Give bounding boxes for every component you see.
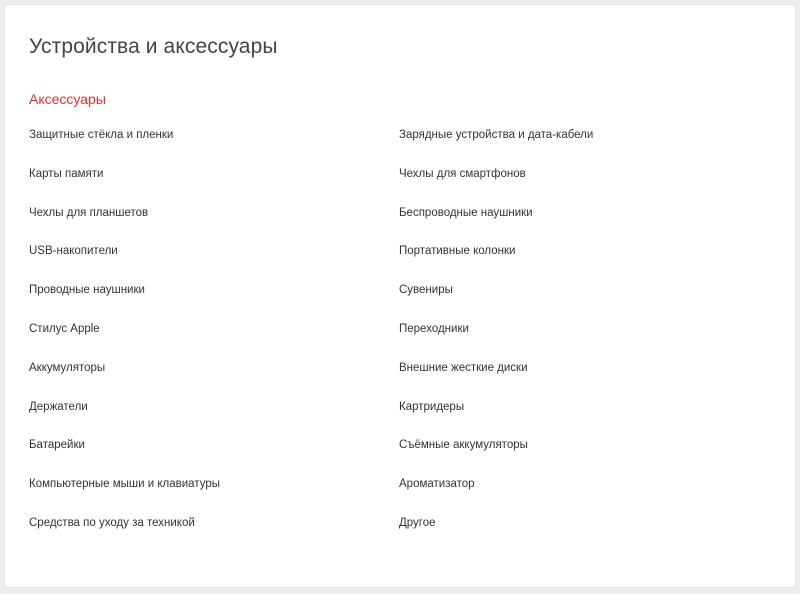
category-link[interactable]: Стилус Apple bbox=[29, 322, 100, 335]
category-link[interactable]: Картридеры bbox=[399, 400, 465, 413]
list-item bbox=[29, 431, 220, 470]
list-item bbox=[29, 470, 220, 509]
category-link[interactable]: Внешние жесткие диски bbox=[399, 361, 528, 374]
category-link[interactable]: Сувениры bbox=[399, 284, 453, 297]
page-title: Устройства и аксессуары bbox=[29, 35, 278, 58]
list-item bbox=[399, 121, 593, 160]
list-item bbox=[29, 199, 220, 238]
section-title-accessories: Аксессуары bbox=[29, 91, 106, 107]
list-item bbox=[399, 470, 593, 509]
category-link[interactable]: Карты памяти bbox=[29, 167, 104, 180]
category-link[interactable]: Переходники bbox=[399, 322, 469, 335]
list-item bbox=[29, 276, 220, 315]
category-link[interactable]: Аккумуляторы bbox=[29, 361, 106, 374]
category-link[interactable]: Компьютерные мыши и клавиатуры bbox=[29, 478, 220, 491]
list-item bbox=[29, 315, 220, 354]
category-link[interactable]: Батарейки bbox=[29, 439, 85, 452]
list-item bbox=[29, 393, 220, 432]
content-card bbox=[4, 4, 796, 588]
category-link[interactable]: Средства по уходу за техникой bbox=[29, 516, 195, 529]
list-item bbox=[29, 121, 220, 160]
category-link[interactable]: Съёмные аккумуляторы bbox=[399, 439, 528, 452]
list-item bbox=[399, 315, 593, 354]
list-item bbox=[399, 393, 593, 432]
category-link[interactable]: Защитные стёкла и пленки bbox=[29, 129, 174, 141]
category-link[interactable]: Ароматизатор bbox=[399, 478, 475, 491]
category-list-left bbox=[29, 121, 220, 548]
list-item bbox=[29, 354, 220, 393]
category-link[interactable]: Чехлы для смартфонов bbox=[399, 167, 526, 180]
category-link[interactable]: Зарядные устройства и дата-кабели bbox=[399, 129, 594, 141]
list-item bbox=[399, 237, 593, 276]
list-item bbox=[399, 431, 593, 470]
list-item bbox=[29, 160, 220, 199]
category-link[interactable]: Другое bbox=[399, 516, 436, 529]
category-link[interactable]: Портативные колонки bbox=[399, 245, 516, 258]
list-item bbox=[29, 509, 220, 548]
list-item bbox=[399, 509, 593, 548]
category-link[interactable]: Держатели bbox=[29, 400, 88, 413]
list-item bbox=[399, 199, 593, 238]
list-item bbox=[29, 237, 220, 276]
category-link[interactable]: Чехлы для планшетов bbox=[29, 206, 149, 219]
list-item bbox=[399, 276, 593, 315]
category-link[interactable]: Беспроводные наушники bbox=[399, 206, 533, 219]
list-item bbox=[399, 160, 593, 199]
category-link[interactable]: Проводные наушники bbox=[29, 284, 145, 297]
list-item bbox=[399, 354, 593, 393]
category-list-right bbox=[399, 121, 593, 548]
category-link[interactable]: USB-накопители bbox=[29, 245, 118, 258]
